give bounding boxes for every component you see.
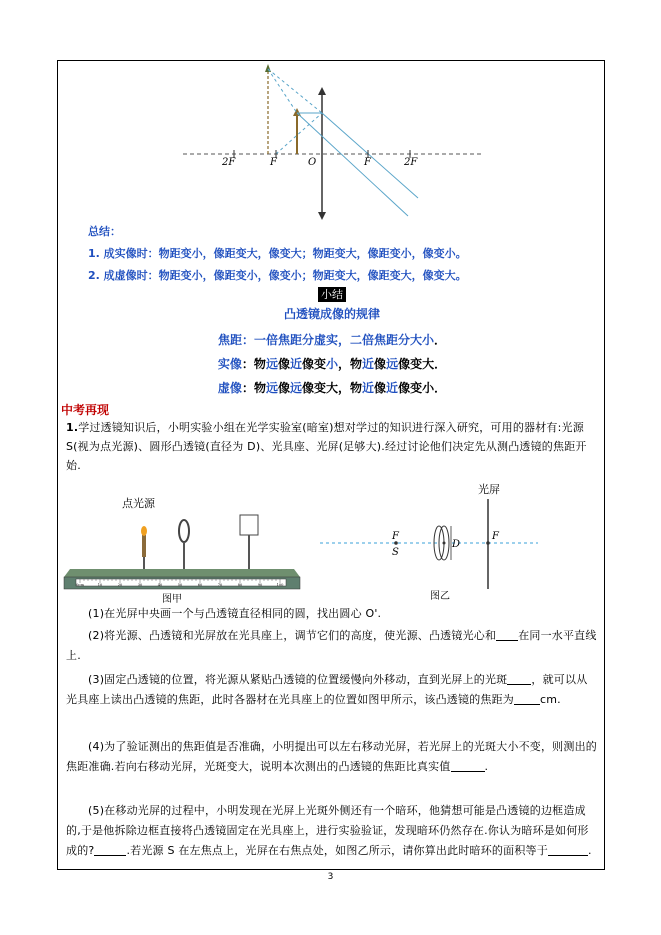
sub-question-5: (5)在移动光屏的过程中，小明发现在光屏上光斑外侧还有一个暗环，他猜想可能是凸透镜的边框造成的,于是他拆除边框直接将凸透镜固定在光具座上，进行实验验证，发现暗环仍然存在.你认为暗环是如何形成的? .若光源 S 在左焦点上，光屏在右焦点处，如图乙所示，请你算出此时暗环的面积等于 . <box>66 804 592 857</box>
scale-label: 40 <box>157 583 163 587</box>
label-f-left: F <box>270 157 277 168</box>
scale-label: 100 <box>276 583 284 587</box>
exam-heading: 中考再现 <box>61 403 110 417</box>
answer-blank-5b[interactable] <box>548 843 588 856</box>
screen-holder <box>240 515 258 535</box>
scale-label: 0cm <box>76 583 84 587</box>
page-number: 3 <box>327 872 334 882</box>
svg-text:S: S <box>392 547 399 558</box>
label-f-right: F <box>364 157 371 168</box>
recap-tag-row <box>58 287 606 302</box>
scale-label: 90 <box>257 583 263 587</box>
answer-blank-3b[interactable] <box>514 692 540 705</box>
object-arrowhead <box>293 108 301 116</box>
label-o: O <box>308 157 317 168</box>
lens-ray-diagram <box>178 61 488 223</box>
label-2f-right: 2F <box>404 157 418 168</box>
sub-question-1: (1)在光屏中央画一个与凸透镜直径相同的圆，找出圆心 O'. <box>88 607 382 620</box>
scale-label: 70 <box>217 583 223 587</box>
point-source-label: 点光源 <box>122 497 155 510</box>
scale-label: 60 <box>197 583 203 587</box>
question-intro: 1.学过透镜知识后，小明实验小组在光学实验室(暗室)想对学过的知识进行深入研究，可用的器材有:光源 S(视为点光源)、圆形凸透镜(直径为 D)、光具座、光屏(足够大).经过讨论他们决定先从测凸透镜的焦距开始. <box>66 421 587 472</box>
page-frame <box>57 60 605 870</box>
scale-label: 80 <box>237 583 243 587</box>
answer-blank-2[interactable] <box>496 628 518 641</box>
answer-blank-4[interactable] <box>451 759 485 772</box>
svg-text:F: F <box>492 531 499 542</box>
lens-holder <box>179 520 189 542</box>
sub-question-4: (4)为了验证测出的焦距值是否准确，小明提出可以左右移动光屏，若光屏上的光斑大小不变，则测出的焦距准确.若向右移动光屏，光斑变大，说明本次测出的凸透镜的焦距比真实值 . <box>66 740 597 773</box>
scale-label: 20 <box>117 583 123 587</box>
sub-question-3: (3)固定凸透镜的位置，将光源从紧贴凸透镜的位置缓慢向外移动，直到光屏上的光斑 ，就可以从光具座上读出凸透镜的焦距，此时各器材在光具座上的位置如图甲所示，该凸透镜的焦距为 cm. <box>66 673 588 706</box>
recap-tag: 小结 <box>318 287 346 302</box>
scale-label: 50 <box>177 583 183 587</box>
sub-question-2: (2)将光源、凸透镜和光屏放在光具座上，调节它们的高度，使光源、凸透镜光心和 在同一水平直线上. <box>66 629 597 662</box>
recap-title: 凸透镜成像的规律 <box>283 307 380 321</box>
answer-blank-5a[interactable] <box>94 843 126 856</box>
scale-label: 30 <box>137 583 143 587</box>
summary-line-1: 1. 成实像时：物距变小，像距变大，像变大；物距变大，像距变小，像变小。 <box>88 247 467 260</box>
summary-line-2: 2. 成虚像时：物距变小，像距变小，像变小；物距变大，像距变大，像变大。 <box>88 269 467 282</box>
figure-yi-diagram <box>320 481 540 601</box>
summary-title: 总结： <box>88 225 121 238</box>
label-2f-left: 2F <box>222 157 236 168</box>
figure-jia-optical-bench <box>62 493 302 603</box>
light-source <box>142 535 146 557</box>
figure-jia-caption: 图甲 <box>162 594 182 603</box>
figure-yi-caption: 图乙 <box>430 591 450 601</box>
screen-label: 光屏 <box>478 483 500 496</box>
answer-blank-3a[interactable] <box>507 672 531 685</box>
rule-real-image: 实像：物远像近像变小，物近像远像变大． <box>217 357 447 371</box>
svg-text:F: F <box>392 531 399 542</box>
scale-label: 10 <box>97 583 103 587</box>
rule-focal: 焦距：一倍焦距分虚实，二倍焦距分大小． <box>217 333 447 347</box>
rule-virtual-image: 虚像：物远像远像变大，物近像近像变小． <box>217 381 447 395</box>
svg-text:D: D <box>452 539 461 550</box>
